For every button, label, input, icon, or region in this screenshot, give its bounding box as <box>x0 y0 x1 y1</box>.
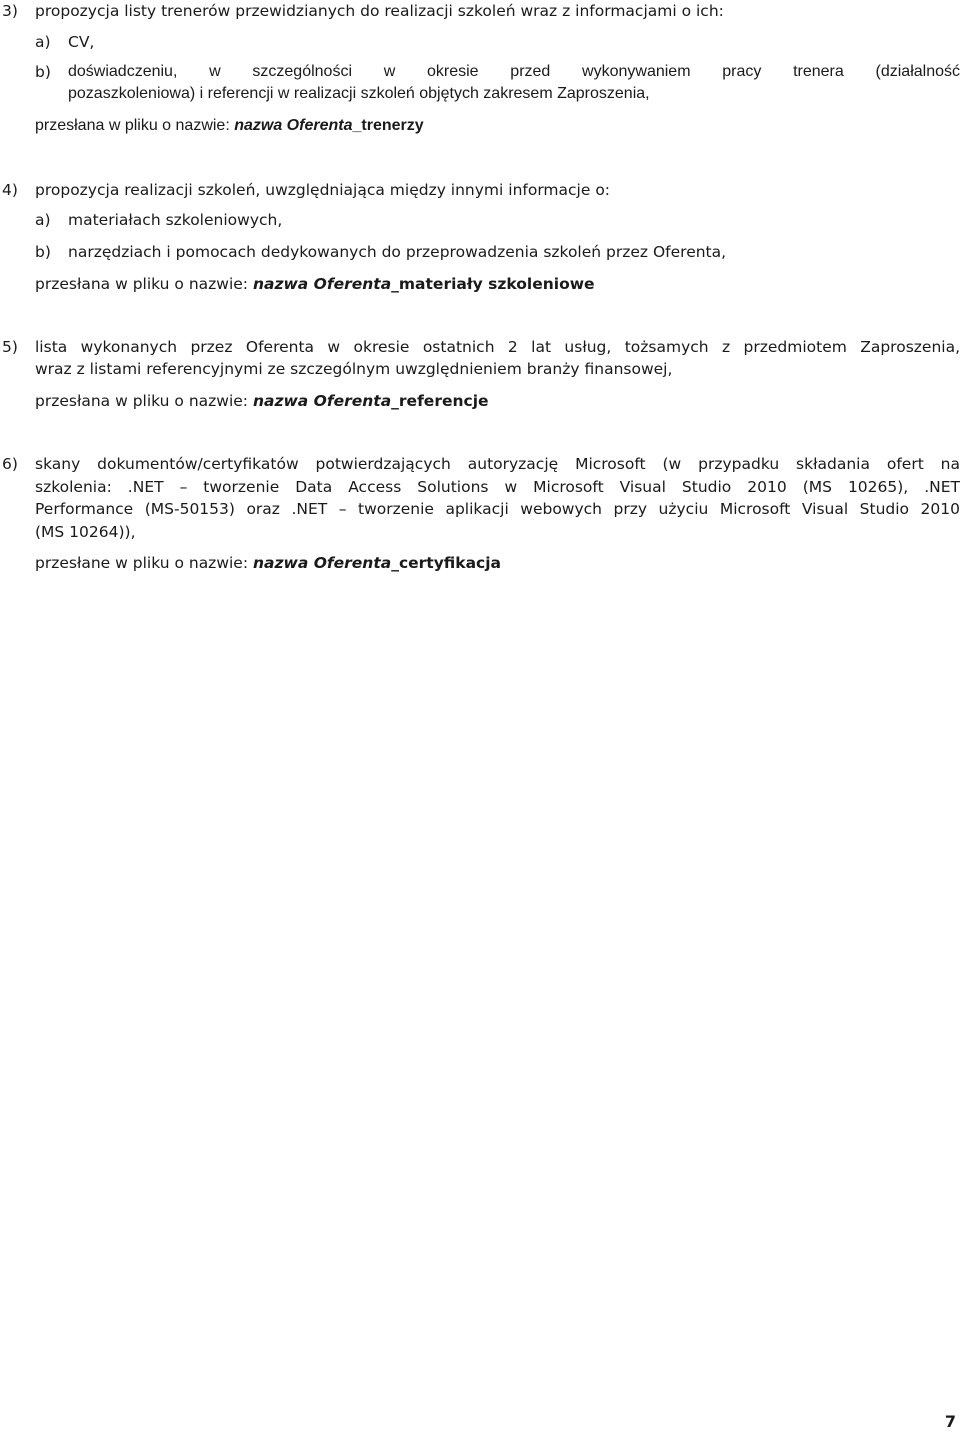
item-6-file <box>35 553 501 573</box>
item-4-file-suffix: _materiały szkoleniowe <box>391 275 595 293</box>
item-4-a-letter: a) <box>35 211 51 229</box>
item-5-file-italic: nazwa Oferenta <box>252 392 392 410</box>
item-4-b-letter: b) <box>35 243 51 261</box>
item-4-b-text: narzędziach i pomocach dedykowanych do przeprowadzenia szkoleń przez Oferenta, <box>68 243 727 261</box>
item-3-file-italic: nazwa Oferenta <box>234 117 353 134</box>
item-6-file-italic: nazwa Oferenta <box>253 554 392 572</box>
item-5-line1: lista wykonanych przez Oferenta w okresie ostatnich 2 lat usług, tożsamych z przedmiotem Zaproszenia, <box>35 338 960 356</box>
item-3-number: 3) <box>2 2 18 20</box>
item-6-line1: skany dokumentów/certyfikatów potwierdzających autoryzację Microsoft (w przypadku składania ofert na <box>35 455 960 473</box>
item-4-file <box>35 274 595 294</box>
item-5-file <box>35 391 489 411</box>
item-6-line2: szkolenia: .NET – tworzenie Data Access Solutions w Microsoft Visual Studio 2010 (MS 10265), .NET <box>35 478 960 496</box>
item-3-a-text: CV, <box>68 33 95 51</box>
item-3-intro: propozycja listy trenerów przewidzianych do realizacji szkoleń wraz z informacjami o ich: <box>35 2 724 20</box>
item-6-line4: (MS 10264)), <box>35 523 136 541</box>
item-4-file-prefix: przesłana w pliku o nazwie: <box>35 275 253 293</box>
item-6-file-prefix: przesłane w pliku o nazwie: <box>35 554 253 572</box>
item-3-file <box>35 116 424 136</box>
item-5-number: 5) <box>2 338 18 356</box>
item-4-file-italic: nazwa Oferenta <box>252 275 392 293</box>
item-4-number: 4) <box>2 181 18 199</box>
item-4-intro: propozycja realizacji szkoleń, uwzględniająca między innymi informacje o: <box>35 181 611 199</box>
item-3-a-letter: a) <box>35 33 51 51</box>
item-6-number: 6) <box>2 455 18 473</box>
page-number: 7 <box>944 1412 956 1431</box>
item-4-a-text: materiałach szkoleniowych, <box>68 211 283 229</box>
item-5-file-prefix: przesłana w pliku o nazwie: <box>35 392 253 410</box>
item-3-b-letter: b) <box>35 63 51 81</box>
item-5-line2: wraz z listami referencyjnymi ze szczególnym uwzględnieniem branży finansowej, <box>35 360 673 378</box>
item-5-file-suffix: _referencje <box>391 392 489 410</box>
item-3-b-line2: pozaszkoleniowa) i referencji w realizacji szkoleń objętych zakresem Zaproszenia, <box>68 85 650 102</box>
item-3-file-prefix: przesłana w pliku o nazwie: <box>35 117 235 134</box>
item-6-line3: Performance (MS-50153) oraz .NET – tworzenie aplikacji webowych przy użyciu Microsoft Visual Studio 2010 <box>35 500 960 518</box>
item-3-file-suffix: _trenerzy <box>352 117 424 134</box>
item-6-file-suffix: _certyfikacja <box>391 554 502 572</box>
item-3-b-line1: doświadczeniu, w szczególności w okresie przed wykonywaniem pracy trenera (działalność <box>68 63 960 80</box>
